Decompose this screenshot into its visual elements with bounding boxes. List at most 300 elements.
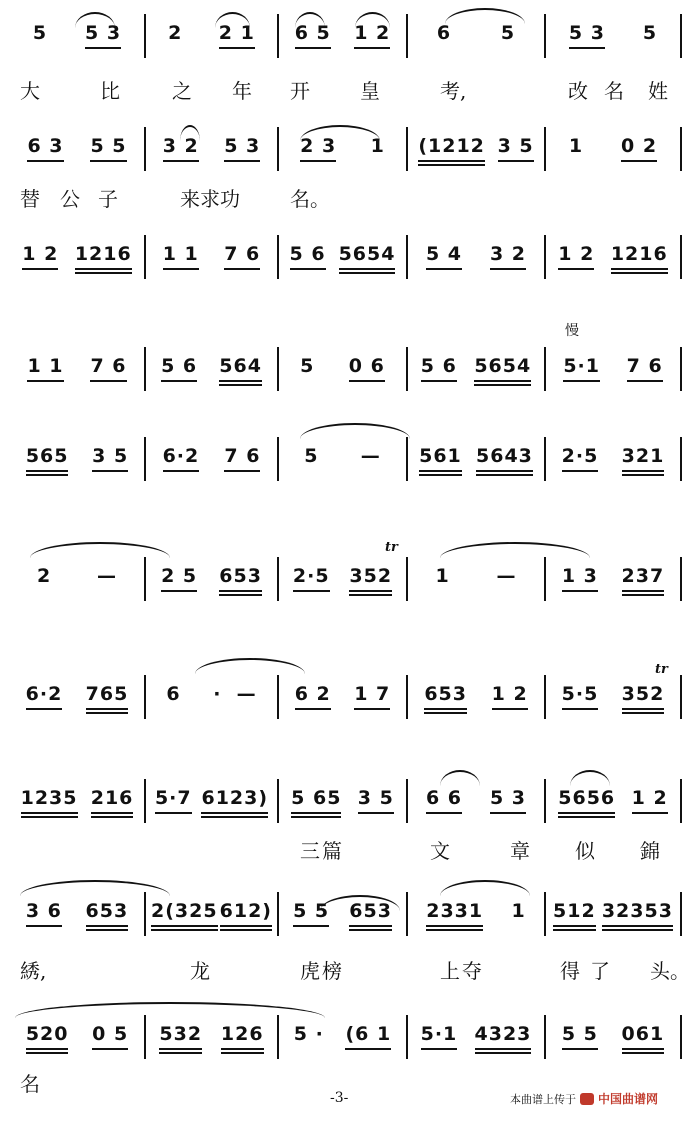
barline [544, 892, 546, 936]
barline [406, 557, 408, 601]
note-group: 6 6 [426, 787, 462, 815]
lyric-char: 名。 [290, 187, 330, 211]
lyric-char: 姓 [648, 79, 668, 103]
measure [412, 900, 540, 940]
barline [680, 779, 682, 823]
note-group: 321 [622, 445, 665, 473]
measure-notes [550, 445, 676, 473]
measure [550, 565, 676, 605]
note-group: 2 [168, 22, 183, 44]
slur-mark [215, 12, 250, 28]
trill-mark: tr [385, 540, 398, 555]
measure [283, 355, 402, 395]
note-group: 5 5 [293, 900, 329, 928]
note-group: 4323 [475, 1023, 532, 1051]
note-group: 32353 [602, 900, 673, 928]
measure-notes [550, 355, 676, 383]
barline [144, 557, 146, 601]
note-group: 1 [568, 135, 584, 157]
measure-notes [412, 565, 540, 593]
note-group: 2 [36, 565, 52, 587]
slur-mark [75, 12, 115, 28]
note-group: 5 [500, 22, 516, 44]
measure [283, 22, 402, 62]
note-group: 6·2 [26, 683, 63, 711]
note-group: 7 6 [627, 355, 663, 383]
note-group: — [97, 565, 118, 587]
slur-mark [300, 125, 380, 141]
note-group: 512 [553, 900, 596, 928]
measure-notes [550, 900, 676, 928]
lyric-char: 名 [20, 1072, 40, 1096]
lyric-char: 三 [300, 839, 320, 863]
barline [144, 235, 146, 279]
barline [680, 235, 682, 279]
measure-notes [550, 683, 676, 711]
measure-notes [412, 445, 540, 473]
barline [406, 892, 408, 936]
note-group: 5·5 [562, 683, 599, 711]
lyric-char: 文 [430, 839, 450, 863]
measure [550, 445, 676, 485]
note-group: 532 [159, 1023, 202, 1051]
measure [14, 1023, 140, 1063]
barline [406, 1015, 408, 1059]
note-group: 7 6 [224, 243, 260, 271]
note-group: 5 65 [291, 787, 341, 815]
note-group: 1 7 [354, 683, 390, 711]
note-group: 3 5 [358, 787, 394, 815]
note-group: 2 5 [161, 565, 197, 593]
note-group: 1 3 [562, 565, 598, 593]
measure [550, 243, 676, 283]
lyric-line [0, 835, 700, 865]
note-group: 520 [26, 1023, 69, 1051]
lyric-char: 公 [60, 187, 80, 211]
measure [283, 1023, 402, 1063]
note-group: 2·5 [293, 565, 330, 593]
note-group: 1 1 [27, 355, 63, 383]
tempo-mark: 慢 [565, 323, 579, 339]
note-group: 5 6 [421, 355, 457, 383]
barline [277, 235, 279, 279]
measure [150, 900, 273, 940]
barline [144, 347, 146, 391]
barline [406, 235, 408, 279]
measure [412, 445, 540, 485]
measure [412, 565, 540, 605]
measure [412, 1023, 540, 1063]
note-group: 1 2 [632, 787, 668, 815]
note-group: 612) [220, 900, 272, 928]
measure-notes [412, 355, 540, 383]
barline [680, 437, 682, 481]
barline [544, 557, 546, 601]
note-group: 653 [219, 565, 262, 593]
measure [550, 683, 676, 723]
barline [680, 127, 682, 171]
measure [550, 900, 676, 940]
lyric-char: 似 [575, 839, 595, 863]
measure [150, 1023, 273, 1063]
measure [550, 1023, 676, 1063]
measure [412, 683, 540, 723]
barline [277, 127, 279, 171]
note-group: 5 3 [224, 135, 260, 163]
note-group: 5 3 [569, 22, 605, 50]
barline [544, 437, 546, 481]
note-group: 126 [221, 1023, 264, 1051]
note-group: 5 6 [290, 243, 326, 271]
score-system [0, 683, 700, 783]
footer-credit [510, 1090, 658, 1107]
measure-notes [283, 445, 402, 473]
lyric-char: 头。 [650, 959, 690, 983]
note-group: 1 2 [22, 243, 58, 271]
score-system [0, 243, 700, 343]
measure-notes [412, 787, 540, 815]
slur-mark [320, 895, 400, 911]
note-group: 6 5 [295, 22, 331, 50]
note-group: 5 6 [161, 355, 197, 383]
note-group: 2·5 [562, 445, 599, 473]
note-group: 653 [86, 900, 129, 928]
score-system [0, 445, 700, 545]
barline [406, 347, 408, 391]
barline [144, 779, 146, 823]
note-group: 5 [642, 22, 658, 44]
measure [550, 355, 676, 395]
note-group: 5 · [293, 1023, 324, 1045]
measure [14, 565, 140, 605]
note-group: 6 3 [27, 135, 63, 163]
measure [150, 445, 273, 485]
measure [150, 565, 273, 605]
measure-notes [150, 683, 273, 711]
lyric-char: 篇 [322, 839, 342, 863]
measure [283, 243, 402, 283]
slur-mark [295, 12, 325, 28]
measure-notes [283, 565, 402, 593]
measure-notes [412, 135, 540, 163]
lyric-char: 替 [20, 187, 40, 211]
note-group: 6 [166, 683, 181, 705]
measure-notes [150, 900, 273, 928]
measure-notes [150, 565, 273, 593]
lyric-char: 虎 [300, 959, 320, 983]
note-group: 1 2 [492, 683, 528, 711]
note-group: 561 [419, 445, 462, 473]
note-group: 5 3 [85, 22, 121, 50]
note-group: 5·1 [421, 1023, 458, 1051]
barline [680, 14, 682, 58]
lyric-char: 开 [290, 79, 310, 103]
note-group: 5654 [474, 355, 531, 383]
lyric-char: 夺 [462, 959, 482, 983]
lyric-char: 求 [200, 187, 220, 211]
barline [144, 437, 146, 481]
lyric-char: 比 [100, 79, 120, 103]
barline [277, 437, 279, 481]
note-group: 5 5 [562, 1023, 598, 1051]
lyric-char: 皇 [360, 79, 380, 103]
measure [283, 565, 402, 605]
note-group: 5·1 [563, 355, 600, 383]
measure-notes [283, 787, 402, 815]
slur-mark [15, 1002, 325, 1018]
note-group: 1 [511, 900, 526, 922]
site-name: 中国曲谱网 [598, 1092, 659, 1106]
note-group: 5 [300, 355, 315, 377]
note-group: 7 6 [90, 355, 126, 383]
note-group: 6 2 [295, 683, 331, 711]
measure-notes [412, 683, 540, 711]
note-group: 237 [622, 565, 665, 593]
note-group: 5 [32, 22, 48, 44]
note-group: 5 5 [90, 135, 126, 163]
note-group: 0 5 [92, 1023, 128, 1051]
measure-notes [14, 355, 140, 383]
lyric-char: 了 [590, 959, 610, 983]
measure [14, 22, 140, 62]
measure-notes [550, 243, 676, 271]
note-group: 3 6 [26, 900, 62, 928]
measure [150, 355, 273, 395]
note-group: 1235 [21, 787, 78, 815]
measure-notes [283, 243, 402, 271]
measure [14, 900, 140, 940]
note-group: 061 [622, 1023, 665, 1051]
note-group: (1212 [418, 135, 485, 163]
measure-notes [550, 565, 676, 593]
measure-notes [412, 1023, 540, 1051]
barline [144, 14, 146, 58]
measure-notes [14, 1023, 140, 1051]
barline [544, 1015, 546, 1059]
barline [406, 437, 408, 481]
measure-notes [14, 135, 140, 163]
lyric-char: 名 [604, 79, 624, 103]
barline [277, 675, 279, 719]
page-number: -3- [330, 1090, 349, 1106]
measure-notes [14, 683, 140, 711]
barline [277, 892, 279, 936]
barline [144, 892, 146, 936]
barline [277, 557, 279, 601]
measure-notes [150, 445, 273, 473]
note-group: 653 [424, 683, 467, 711]
slur-mark [445, 8, 525, 24]
measure [14, 445, 140, 485]
note-group: 5 3 [490, 787, 526, 815]
measure [283, 445, 402, 485]
measure-notes [150, 1023, 273, 1051]
measure [550, 787, 676, 827]
barline [544, 779, 546, 823]
barline [406, 675, 408, 719]
note-group: 352 [349, 565, 392, 593]
barline [544, 675, 546, 719]
lyric-line [0, 75, 700, 105]
measure-notes [14, 243, 140, 271]
note-group: 1 2 [558, 243, 594, 271]
note-group: 5·7 [155, 787, 192, 815]
note-group: 5656 [558, 787, 615, 815]
note-group: 5 4 [426, 243, 462, 271]
note-group: 1 2 [354, 22, 390, 50]
barline [277, 1015, 279, 1059]
note-group: 216 [91, 787, 134, 815]
measure [550, 22, 676, 62]
note-group: 2 1 [219, 22, 255, 50]
lyric-char: 綉, [20, 959, 47, 983]
slur-mark [180, 125, 200, 141]
note-group: 1216 [75, 243, 132, 271]
barline [277, 347, 279, 391]
note-group: 765 [86, 683, 129, 711]
measure-notes [150, 135, 273, 163]
barline [406, 779, 408, 823]
measure-notes [14, 900, 140, 928]
note-group: — [496, 565, 517, 587]
lyric-char: 年 [232, 79, 252, 103]
barline [144, 127, 146, 171]
lyric-char: 上 [440, 959, 460, 983]
score-system [0, 22, 700, 122]
measure [412, 135, 540, 175]
measure [283, 787, 402, 827]
barline [680, 557, 682, 601]
note-group: 564 [219, 355, 262, 383]
measure-notes [150, 243, 273, 271]
note-group: 3 5 [498, 135, 534, 163]
lyric-line [0, 183, 700, 213]
measure [412, 787, 540, 827]
measure [14, 683, 140, 723]
site-logo-icon [580, 1093, 594, 1105]
note-group: 653 [349, 900, 392, 928]
score-system [0, 355, 700, 455]
measure-notes [412, 22, 540, 50]
measure-notes [150, 22, 273, 50]
measure [14, 243, 140, 283]
note-group: 3 2 [490, 243, 526, 271]
note-group: 7 6 [224, 445, 260, 473]
measure-notes [283, 1023, 402, 1051]
note-group: 352 [622, 683, 665, 711]
note-group: 0 6 [349, 355, 385, 383]
barline [680, 892, 682, 936]
note-group: (6 1 [345, 1023, 391, 1051]
lyric-char: 大 [20, 79, 40, 103]
lyric-char: 龙 [190, 959, 210, 983]
measure-notes [283, 683, 402, 711]
barline [406, 127, 408, 171]
measure [150, 787, 273, 827]
lyric-char: 子 [98, 187, 118, 211]
measure [283, 683, 402, 723]
upload-text: 本曲谱上传于 [510, 1092, 576, 1106]
measure-notes [14, 787, 140, 815]
score-system [0, 900, 700, 1000]
lyric-char: 改 [568, 79, 588, 103]
lyric-char: 考, [440, 79, 467, 103]
lyric-char: 来 [180, 187, 200, 211]
measure [14, 787, 140, 827]
lyric-char: 之 [172, 79, 192, 103]
measure-notes [150, 787, 273, 815]
measure [412, 243, 540, 283]
measure [283, 135, 402, 175]
measure-notes [412, 900, 540, 928]
barline [144, 1015, 146, 1059]
note-group: 565 [26, 445, 69, 473]
note-group: 3 5 [92, 445, 128, 473]
lyric-char: 得 [560, 959, 580, 983]
barline [680, 675, 682, 719]
trill-mark: tr [655, 662, 668, 677]
measure-notes [14, 565, 140, 593]
lyric-line [0, 955, 700, 985]
note-group: 6·2 [163, 445, 200, 473]
lyric-char: 榜 [322, 959, 342, 983]
note-group: 6 [436, 22, 452, 44]
note-group: 5643 [476, 445, 533, 473]
note-group: 2 3 [300, 135, 336, 163]
note-group: 2331 [426, 900, 483, 928]
measure-notes [550, 22, 676, 50]
note-group: — [360, 445, 381, 467]
measure [412, 355, 540, 395]
measure-notes [550, 1023, 676, 1051]
barline [544, 347, 546, 391]
barline [544, 127, 546, 171]
score-system [0, 565, 700, 665]
note-group: 6123) [201, 787, 268, 815]
measure-notes [412, 243, 540, 271]
measure-notes [283, 355, 402, 383]
measure [150, 22, 273, 62]
measure [150, 683, 273, 723]
note-group: 1 [435, 565, 450, 587]
barline [544, 14, 546, 58]
note-group: 5654 [339, 243, 396, 271]
note-group: 1 1 [163, 243, 199, 271]
barline [406, 14, 408, 58]
note-group: 3 2 [163, 135, 199, 163]
lyric-char: 錦 [640, 839, 660, 863]
measure [150, 243, 273, 283]
note-group: 0 2 [621, 135, 657, 163]
barline [277, 779, 279, 823]
lyric-char: 功 [220, 187, 240, 211]
measure [550, 135, 676, 175]
measure-notes [550, 787, 676, 815]
note-group: 2(325 [151, 900, 218, 928]
barline [144, 675, 146, 719]
barline [277, 14, 279, 58]
measure [412, 22, 540, 62]
barline [544, 235, 546, 279]
note-group: 5 [304, 445, 319, 467]
note-group: 1216 [611, 243, 668, 271]
measure-notes [550, 135, 676, 163]
measure-notes [150, 355, 273, 383]
measure [14, 135, 140, 175]
barline [680, 1015, 682, 1059]
slur-mark [355, 12, 390, 28]
note-group: · — [213, 683, 257, 705]
